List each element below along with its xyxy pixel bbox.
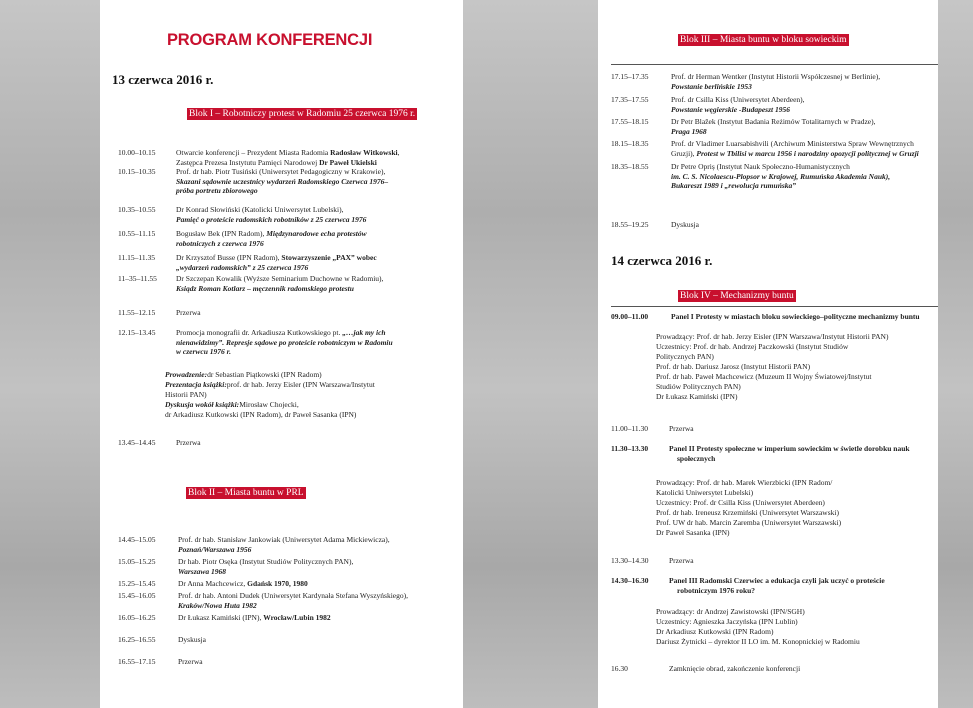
entry-line [176, 308, 201, 318]
promo-text: prof. dr hab. Jerzy Eisler (IPN Warszawa/Instytut [226, 380, 375, 389]
time-slot: 10.15–10.35 [118, 167, 156, 176]
entry-line [671, 95, 805, 105]
time-slot: 17.15–17.35 [611, 72, 649, 81]
time-slot: 18.55–19.25 [611, 220, 649, 229]
entry-line [176, 177, 388, 187]
schedule-row [118, 308, 201, 318]
entry-line [671, 181, 890, 191]
time-slot: 11.15–11.35 [118, 253, 155, 262]
entry-text: Bogusław Bek (IPN Radom), [176, 229, 267, 238]
time-slot: 14.30–16.30 [611, 576, 649, 585]
entry-text: Dr hab. Piotr Osęka (Instytut Studiów Politycznych PAN), [178, 557, 354, 566]
entry-line [178, 635, 206, 645]
schedule-row [118, 438, 201, 448]
time-slot: 10.00–10.15 [118, 148, 156, 157]
entry-details [671, 72, 880, 91]
entry-details [671, 139, 919, 158]
entry-line [176, 253, 377, 263]
entry-line [176, 328, 393, 338]
entry-text: Dyskusja [671, 220, 699, 229]
entry-details [671, 220, 699, 230]
promo-line [165, 380, 375, 390]
entry-line [176, 284, 383, 294]
entry-details [176, 229, 367, 248]
entry-text: Zastępca Prezesa Instytutu Pamięci Narodowej [176, 157, 320, 167]
entry-line [178, 657, 203, 667]
entry-details [176, 205, 366, 224]
entry-text: robotniczych z czerwca 1976 [176, 238, 264, 248]
date-heading-1: 13 czerwca 2016 r. [112, 72, 214, 87]
entry-details [178, 591, 408, 610]
entry-text: nienawidzimy”. Represje sądowe po proteście robotniczym w Radomiu [176, 337, 393, 347]
schedule-row [611, 424, 694, 434]
entry-text: Prof. dr Vladimer Luarsabishvili (Archiwum Ministerstwa Spraw Wewnętrznych [671, 139, 914, 148]
entry-text: Gruzji), [671, 148, 697, 158]
entry-text: Dr Anna Machcewicz, [178, 579, 248, 588]
entry-details [176, 328, 393, 357]
schedule-row [611, 556, 694, 566]
entry-line [176, 148, 399, 158]
panel-header [611, 444, 910, 463]
entry-text: Praga 1968 [671, 126, 707, 136]
panel-participant: Prowadzący: dr Andrzej Zawistowski (IPN/SGH) [656, 607, 805, 616]
panel-participant: Dr Arkadiusz Kutkowski (IPN Radom) [656, 627, 774, 636]
entry-line [671, 172, 890, 182]
panel-title [671, 312, 920, 322]
schedule-row [611, 72, 880, 91]
entry-line [176, 338, 393, 348]
entry-text: Otwarcie konferencji – Prezydent Miasta Radomia [176, 148, 331, 157]
entry-text: Warszawa 1968 [178, 566, 226, 576]
entry-text: Prof. dr hab. Piotr Tusiński (Uniwersytet Pedagogiczny w Krakowie), [176, 167, 386, 176]
date-heading-2: 14 czerwca 2016 r. [611, 253, 713, 268]
entry-text: Prof. dr hab. Stanisław Jankowiak (Uniwersytet Adama Mickiewicza), [178, 535, 390, 544]
time-slot: 11.55–12.15 [118, 308, 156, 317]
entry-details [176, 274, 383, 293]
schedule-row [118, 229, 367, 248]
time-slot: 11.00–11.30 [611, 424, 648, 433]
entry-line [671, 162, 890, 172]
entry-details [176, 167, 388, 196]
entry-text: Prof. dr Csilla Kiss (Uniwersytet Aberdeen), [671, 95, 805, 104]
entry-details [178, 535, 390, 554]
divider [611, 64, 938, 65]
entry-text: Dr Paweł Ukielski [319, 157, 377, 167]
time-slot: 16.05–16.25 [118, 613, 156, 622]
entry-details [176, 148, 399, 167]
panel-participant: Prof. dr hab. Paweł Machcewicz (Muzeum II Wojny Światowej/Instytut [656, 372, 872, 381]
entry-line [176, 239, 367, 249]
time-slot: 10.55–11.15 [118, 229, 156, 238]
entry-line [178, 545, 390, 555]
entry-line [176, 229, 367, 239]
schedule-row [118, 205, 366, 224]
panel-participant: Prowadzący: Prof. dr hab. Jerzy Eisler (IPN Warszawa/Instytut Historii PAN) [656, 332, 889, 341]
entry-text: Dyskusja [178, 635, 206, 644]
entry-text: Przerwa [176, 438, 201, 447]
time-slot: 17.35–17.55 [611, 95, 649, 104]
entry-text: im. C. S. Nicolaescu-Plopsor w Krajowej, Rumuńska Akademia Nauk), [671, 171, 891, 181]
schedule-row [118, 274, 383, 293]
time-slot: 15.25–15.45 [118, 579, 156, 588]
time-slot: 17.55–18.15 [611, 117, 649, 126]
entry-details [176, 253, 377, 272]
promo-line [165, 370, 322, 380]
panel-participant: Uczestnicy: Agnieszka Jaczyńska (IPN Lublin) [656, 617, 798, 626]
entry-text: Przerwa [178, 657, 203, 666]
entry-text: Stowarzyszenie „PAX” wobec [281, 253, 377, 262]
schedule-row [118, 535, 390, 554]
schedule-row [611, 139, 919, 158]
promo-text: dr Arkadiusz Kutkowski (IPN Radom), dr Paweł Sasanka (IPN) [165, 410, 357, 419]
entry-text: Poznań/Warszawa 1956 [178, 544, 252, 554]
schedule-row [611, 162, 890, 191]
blok-3-heading: Blok III – Miasta buntu w bloku sowieckim [680, 35, 847, 45]
panel-participant: Prowadzący: Prof. dr hab. Marek Wierzbicki (IPN Radom/ [656, 478, 833, 487]
entry-line [176, 186, 388, 196]
entry-line [671, 127, 876, 137]
panel-participant: Dr Łukasz Kamiński (IPN) [656, 392, 738, 401]
promo-text: Historii PAN) [165, 390, 207, 399]
schedule-row [611, 664, 800, 674]
entry-text: Prof. dr Herman Wentker (Instytut Historii Współczesnej w Berlinie), [671, 72, 881, 81]
time-slot: 18.35–18.55 [611, 162, 649, 171]
entry-line [176, 274, 383, 284]
entry-line [178, 591, 408, 601]
time-slot: 10.35–10.55 [118, 205, 156, 214]
panel-participant: Prof. UW dr hab. Marcin Zaremba (Uniwersytet Warszawski) [656, 518, 842, 527]
panel-participant: Uczestnicy: Prof. dr hab. Andrzej Paczkowski (Instytut Studiów [656, 342, 849, 351]
time-slot: 13.45–14.45 [118, 438, 156, 447]
entry-text: w czerwcu 1976 r. [176, 347, 232, 357]
entry-text: Powstanie węgierskie -Budapeszt 1956 [671, 104, 790, 114]
entry-text: Dr Konrad Słowiński (Katolicki Uniwersytet Lubelski), [176, 205, 344, 214]
panel-title [669, 444, 910, 463]
entry-text: Zamknięcie obrad, zakończenie konferencji [669, 664, 801, 673]
entry-text: Prof. dr hab. Antoni Dudek (Uniwersytet Kardynała Stefana Wyszyńskiego), [178, 591, 408, 600]
entry-text: Przerwa [669, 424, 694, 433]
time-slot: 15.45–16.05 [118, 591, 156, 600]
schedule-row [118, 148, 399, 167]
entry-text: Międzynarodowe echa protestów [266, 229, 367, 238]
entry-line [671, 117, 876, 127]
entry-text: Pamięć o proteście radomskich robotników z 25 czerwca 1976 [176, 214, 367, 224]
promo-text: dr Sebastian Piątkowski (IPN Radom) [207, 370, 322, 379]
time-slot: 16.25–16.55 [118, 635, 156, 644]
entry-details [176, 308, 201, 318]
panel-title-line: robotniczym 1976 roku? [677, 585, 756, 595]
promo-line [165, 400, 299, 410]
entry-line [178, 601, 408, 611]
divider [611, 306, 938, 307]
schedule-row [118, 167, 388, 196]
entry-text: , [397, 148, 400, 157]
schedule-row [118, 579, 308, 589]
panel-title-line: Panel I Protesty w miastach bloku sowieckiego–polityczne mechanizmy buntu [671, 312, 920, 321]
panel-participant: Uczestnicy: Prof. dr Csilla Kiss (Uniwersytet Aberdeen) [656, 498, 825, 507]
panel-participant: Studiów Politycznych PAN) [656, 382, 741, 391]
entry-text: Promocja monografii dr. Arkadiusza Kutkowskiego pt. [176, 328, 343, 337]
panel-participant: Katolicki Uniwersytet Lubelski) [656, 488, 754, 497]
time-slot: 16.55–17.15 [118, 657, 156, 666]
panel-participant: Dariusz Żytnicki – dyrektor II LO im. M. Konopnickiej w Radomiu [656, 637, 860, 646]
entry-text: Protest w Tbilisi w marcu 1956 i narodziny opozycji politycznej w Gruzji [696, 148, 919, 158]
time-slot: 12.15–13.45 [118, 328, 156, 337]
entry-line [671, 149, 919, 159]
entry-line [178, 613, 331, 623]
panel-title-line: społecznych [677, 453, 716, 463]
entry-line [176, 263, 377, 273]
time-slot: 16.30 [611, 664, 628, 673]
promo-line [165, 410, 356, 420]
entry-text: Kraków/Nowa Huta 1982 [178, 600, 257, 610]
entry-text: „…jak my ich [342, 328, 386, 337]
entry-details [178, 657, 203, 667]
promo-label: Prowadzenie: [165, 370, 208, 379]
panel-participant: Politycznych PAN) [656, 352, 714, 361]
entry-line [176, 347, 393, 357]
schedule-row [118, 613, 331, 623]
panel-header [611, 576, 885, 595]
entry-text: Przerwa [176, 308, 201, 317]
entry-text: próba portretu zbiorowego [176, 186, 258, 196]
time-slot: 14.45–15.05 [118, 535, 156, 544]
blok-2-heading: Blok II – Miasta buntu w PRL [188, 488, 304, 498]
panel-header [611, 312, 920, 322]
panel-participant: Dr Paweł Sasanka (IPN) [656, 528, 730, 537]
time-slot: 11–35–11.55 [118, 274, 157, 283]
time-slot: 11.30–13.30 [611, 444, 649, 453]
entry-line [671, 72, 880, 82]
schedule-row [118, 328, 393, 357]
time-slot: 09.00–11.00 [611, 312, 649, 321]
panel-title [669, 576, 885, 595]
entry-details [178, 579, 308, 589]
schedule-row [611, 220, 699, 230]
entry-text: Powstanie berlińskie 1953 [671, 81, 752, 91]
promo-line [165, 390, 207, 400]
panel-participant: Prof. dr hab. Ireneusz Krzemiński (Uniwersytet Warszawski) [656, 508, 839, 517]
entry-line [178, 579, 308, 589]
entry-text: Dr Szczepan Kowalik (Wyższe Seminarium Duchowne w Radomiu), [176, 274, 384, 283]
entry-line [176, 215, 366, 225]
entry-text: Bukareszt 1989 i „rewolucja rumuńska” [671, 181, 797, 191]
program-title: PROGRAM KONFERENCJI [167, 31, 373, 49]
entry-text: Przerwa [669, 556, 694, 565]
entry-text: Gdańsk 1970, 1980 [247, 579, 308, 588]
panel-title-line: Panel II Protesty społeczne w imperium sowieckim w świetle dorobku nauk [669, 444, 910, 453]
panel-title-line: Panel III Radomski Czerwiec a edukacja czyli jak uczyć o proteście [669, 576, 885, 585]
schedule-row [118, 557, 353, 576]
schedule-row [118, 591, 408, 610]
blok-4-heading: Blok IV – Mechanizmy buntu [680, 291, 794, 301]
entry-text: Skazani sądownie uczestnicy wydarzeń Radomskiego Czerwca 1976– [176, 176, 389, 186]
entry-text: Dr Petre Opriș (Instytut Nauk Społeczno-Humanistycznych [671, 162, 850, 171]
promo-text: Mirosław Chojecki, [239, 400, 299, 409]
blok-1-heading: Blok I – Robotniczy protest w Radomiu 25 czerwca 1976 r. [189, 109, 416, 119]
entry-line [176, 438, 201, 448]
schedule-row [118, 253, 377, 272]
entry-text: Dr Petr Blažek (Instytut Badania Reżimów Totalitarnych w Pradze), [671, 117, 876, 126]
entry-text: Dr Krzysztof Busse (IPN Radom), [176, 253, 282, 262]
promo-label: Prezentacja książki: [165, 380, 227, 389]
entry-text: Wrocław/Lubin 1982 [263, 613, 331, 622]
entry-details [178, 635, 206, 645]
entry-details [671, 95, 805, 114]
entry-text: Radosław Witkowski [330, 148, 398, 157]
entry-line [671, 139, 919, 149]
entry-line [176, 205, 366, 215]
promo-label: Dyskusja wokół książki: [165, 400, 240, 409]
time-slot: 13.30–14.30 [611, 556, 649, 565]
entry-text: Ksiądz Roman Kotlarz – męczennik radomskiego protestu [176, 283, 354, 293]
time-slot: 15.05–15.25 [118, 557, 156, 566]
entry-line [176, 158, 399, 168]
schedule-row [118, 635, 206, 645]
entry-details [176, 438, 201, 448]
entry-text: „wydarzeń radomskich” z 25 czerwca 1976 [176, 262, 309, 272]
time-slot: 18.15–18.35 [611, 139, 649, 148]
entry-line [176, 167, 388, 177]
entry-line [671, 105, 805, 115]
schedule-row [118, 657, 203, 667]
entry-details [178, 613, 331, 623]
entry-line [178, 557, 353, 567]
right-page [598, 0, 938, 708]
panel-participant: Prof. dr hab. Dariusz Jarosz (Instytut Historii PAN) [656, 362, 811, 371]
entry-details [671, 117, 876, 136]
entry-line [671, 220, 699, 230]
entry-details [178, 557, 353, 576]
entry-line [178, 567, 353, 577]
entry-details [671, 162, 890, 191]
left-page [100, 0, 463, 708]
entry-line [178, 535, 390, 545]
entry-text: Dr Łukasz Kamiński (IPN), [178, 613, 264, 622]
entry-line [671, 82, 880, 92]
schedule-row [611, 95, 805, 114]
schedule-row [611, 117, 876, 136]
